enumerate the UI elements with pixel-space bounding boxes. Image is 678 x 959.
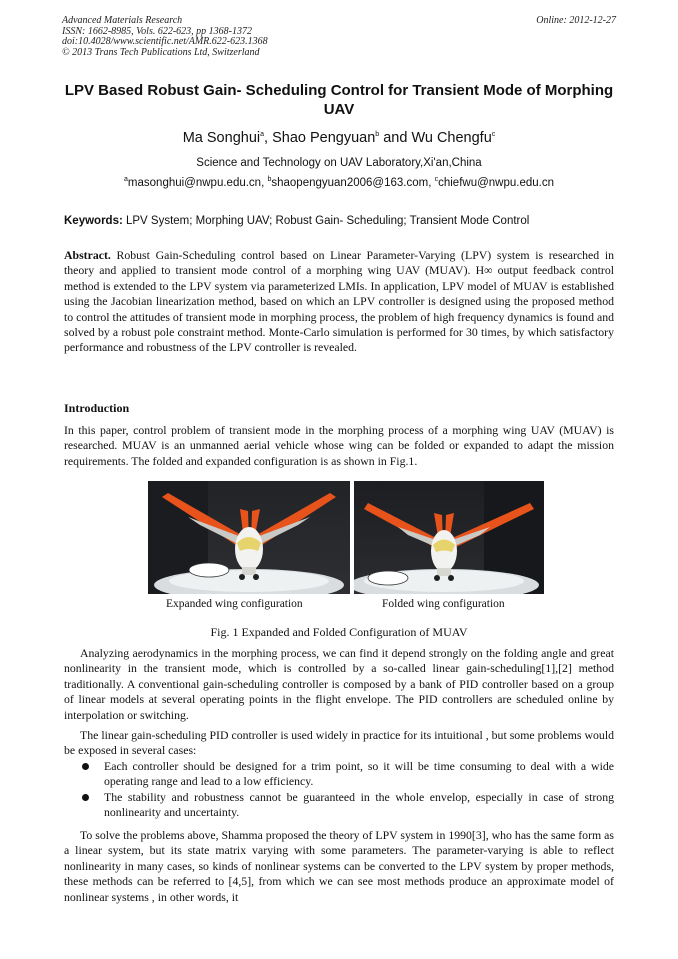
author-name: Shao Pengyuan [272,130,376,146]
list-item [64,790,614,821]
intro-paragraph-2: Analyzing aerodynamics in the morphing process, we can find it depend strongly on the folding angle and great nonlinearity in the transient mode, which is controlled by a so-called linear gain-scheduling[1],[2] method traditionally. A conventional gain-scheduling controller is composed by a bank of PID controller based on a group of linear models at several operating points in the flight envelope. The PID controllers are scheduled online by interpolation or switching. [64,646,614,722]
paper-title: LPV Based Robust Gain- Scheduling Control for Transient Mode of Morphing UAV [64,82,614,118]
email-address: chiefwu@nwpu.edu.cn [438,177,554,189]
keywords [64,215,616,227]
author-mark: c [491,131,496,139]
email-separator: , [261,177,268,189]
email-list [60,177,618,189]
uav-expanded-illustration [148,481,350,594]
journal-name: Advanced Materials Research [62,15,183,26]
author-name: Ma Songhui [182,130,261,146]
uav-folded-illustration [354,481,544,594]
affiliation: Science and Technology on UAV Laboratory,Xi'an,China [196,157,482,169]
intro-paragraph-1: In this paper, control problem of transient mode in the morphing process of a morphing wing UAV (MUAV) is researched. MUAV is an unmanned aerial vehicle whose wing can be folded or expanded to adapt the mission requirements. The folded and expanded configuration is as shown in Fig.1. [64,423,614,468]
intro-paragraph-3: The linear gain-scheduling PID controller is used widely in practice for its intuitional , but some problems would be exposed in several cases: [64,728,614,758]
abstract-text: Robust Gain-Scheduling control based on Linear Parameter-Varying (LPV) system is researched in theory and applied to transient mode control of a morphing wing UAV (MUAV). H∞ output feedback control method is extended to the LPV system via parameterized LMIs. In application, LPV model of MUAV is established using the Jacobian linearization method, based on which an LPV controller is designed using the proposed method to control the attitudes of transient mode in morphing process, the problem of high frequency dynamics is found and solved by a robust pole constraint method. Monte-Carlo simulation is performed for 30 times, by which satisfactory performance and robustness of the LPV controller is revealed. [64,248,614,355]
author-separator: and [379,130,412,146]
bullet-dot-icon [82,763,89,770]
email-address: masonghui@nwpu.edu.cn [127,177,262,189]
keywords-label: Keywords: [64,215,123,227]
section-heading-introduction: Introduction [64,401,130,415]
list-item-text: Each controller should be designed for a trim point, so it will be time consuming to deal with a wide operating range and lead to a low efficiency. [104,759,614,789]
list-item-text: The stability and robustness cannot be guaranteed in the whole envelop, especially in case of strong nonlinearity and uncertainty. [104,789,614,820]
online-date [536,16,616,27]
journal-header [62,16,268,58]
email-mark: a [124,176,128,184]
journal-doi: doi:10.4028/www.scientific.net/AMR.622-623.1368 [62,36,268,47]
author-mark: a [260,131,265,139]
abstract-label: Abstract. [64,248,111,262]
figure-subcaption-folded: Folded wing configuration [382,598,505,610]
journal-copyright: © 2013 Trans Tech Publications Ltd, Switzerland [62,46,260,58]
email-separator: , [428,177,435,189]
figure-photo-folded [354,481,544,594]
journal-issn: ISSN: 1662-8985, Vols. 622-623, pp 1368-1372 [62,25,252,37]
figure-subcaption-expanded: Expanded wing configuration [166,598,303,610]
email-mark: c [434,176,439,184]
list-item [64,759,614,790]
intro-paragraph-4: To solve the problems above, Shamma proposed the theory of LPV system in 1990[3], who has the same form as a linear system, but its state matrix varying with some parameters. The parameter-varying is able to reflect nonlinearity in many cases, so kinds of nonlinear systems can be converted to the LPV system by proper methods, these methods can be referred to [4,5], from which we can see most methods produce an approximate model of nonlinear systems , in other words, it [64,828,614,904]
figure-photo-expanded [148,481,350,594]
author-separator: , [264,130,273,146]
bullet-dot-icon [82,794,89,801]
author-list [60,130,618,146]
keywords-text: LPV System; Morphing UAV; Robust Gain- Scheduling; Transient Mode Control [122,215,530,227]
online-date-text: Online: 2012-12-27 [536,15,616,26]
figure-caption: Fig. 1 Expanded and Folded Configuration of MUAV [210,625,468,639]
bullet-list [64,759,614,821]
author-mark: b [375,131,380,139]
email-mark: b [267,176,272,184]
abstract [64,248,614,356]
author-name: Wu Chengfu [411,130,492,146]
email-address: shaopengyuan2006@163.com [271,177,429,189]
